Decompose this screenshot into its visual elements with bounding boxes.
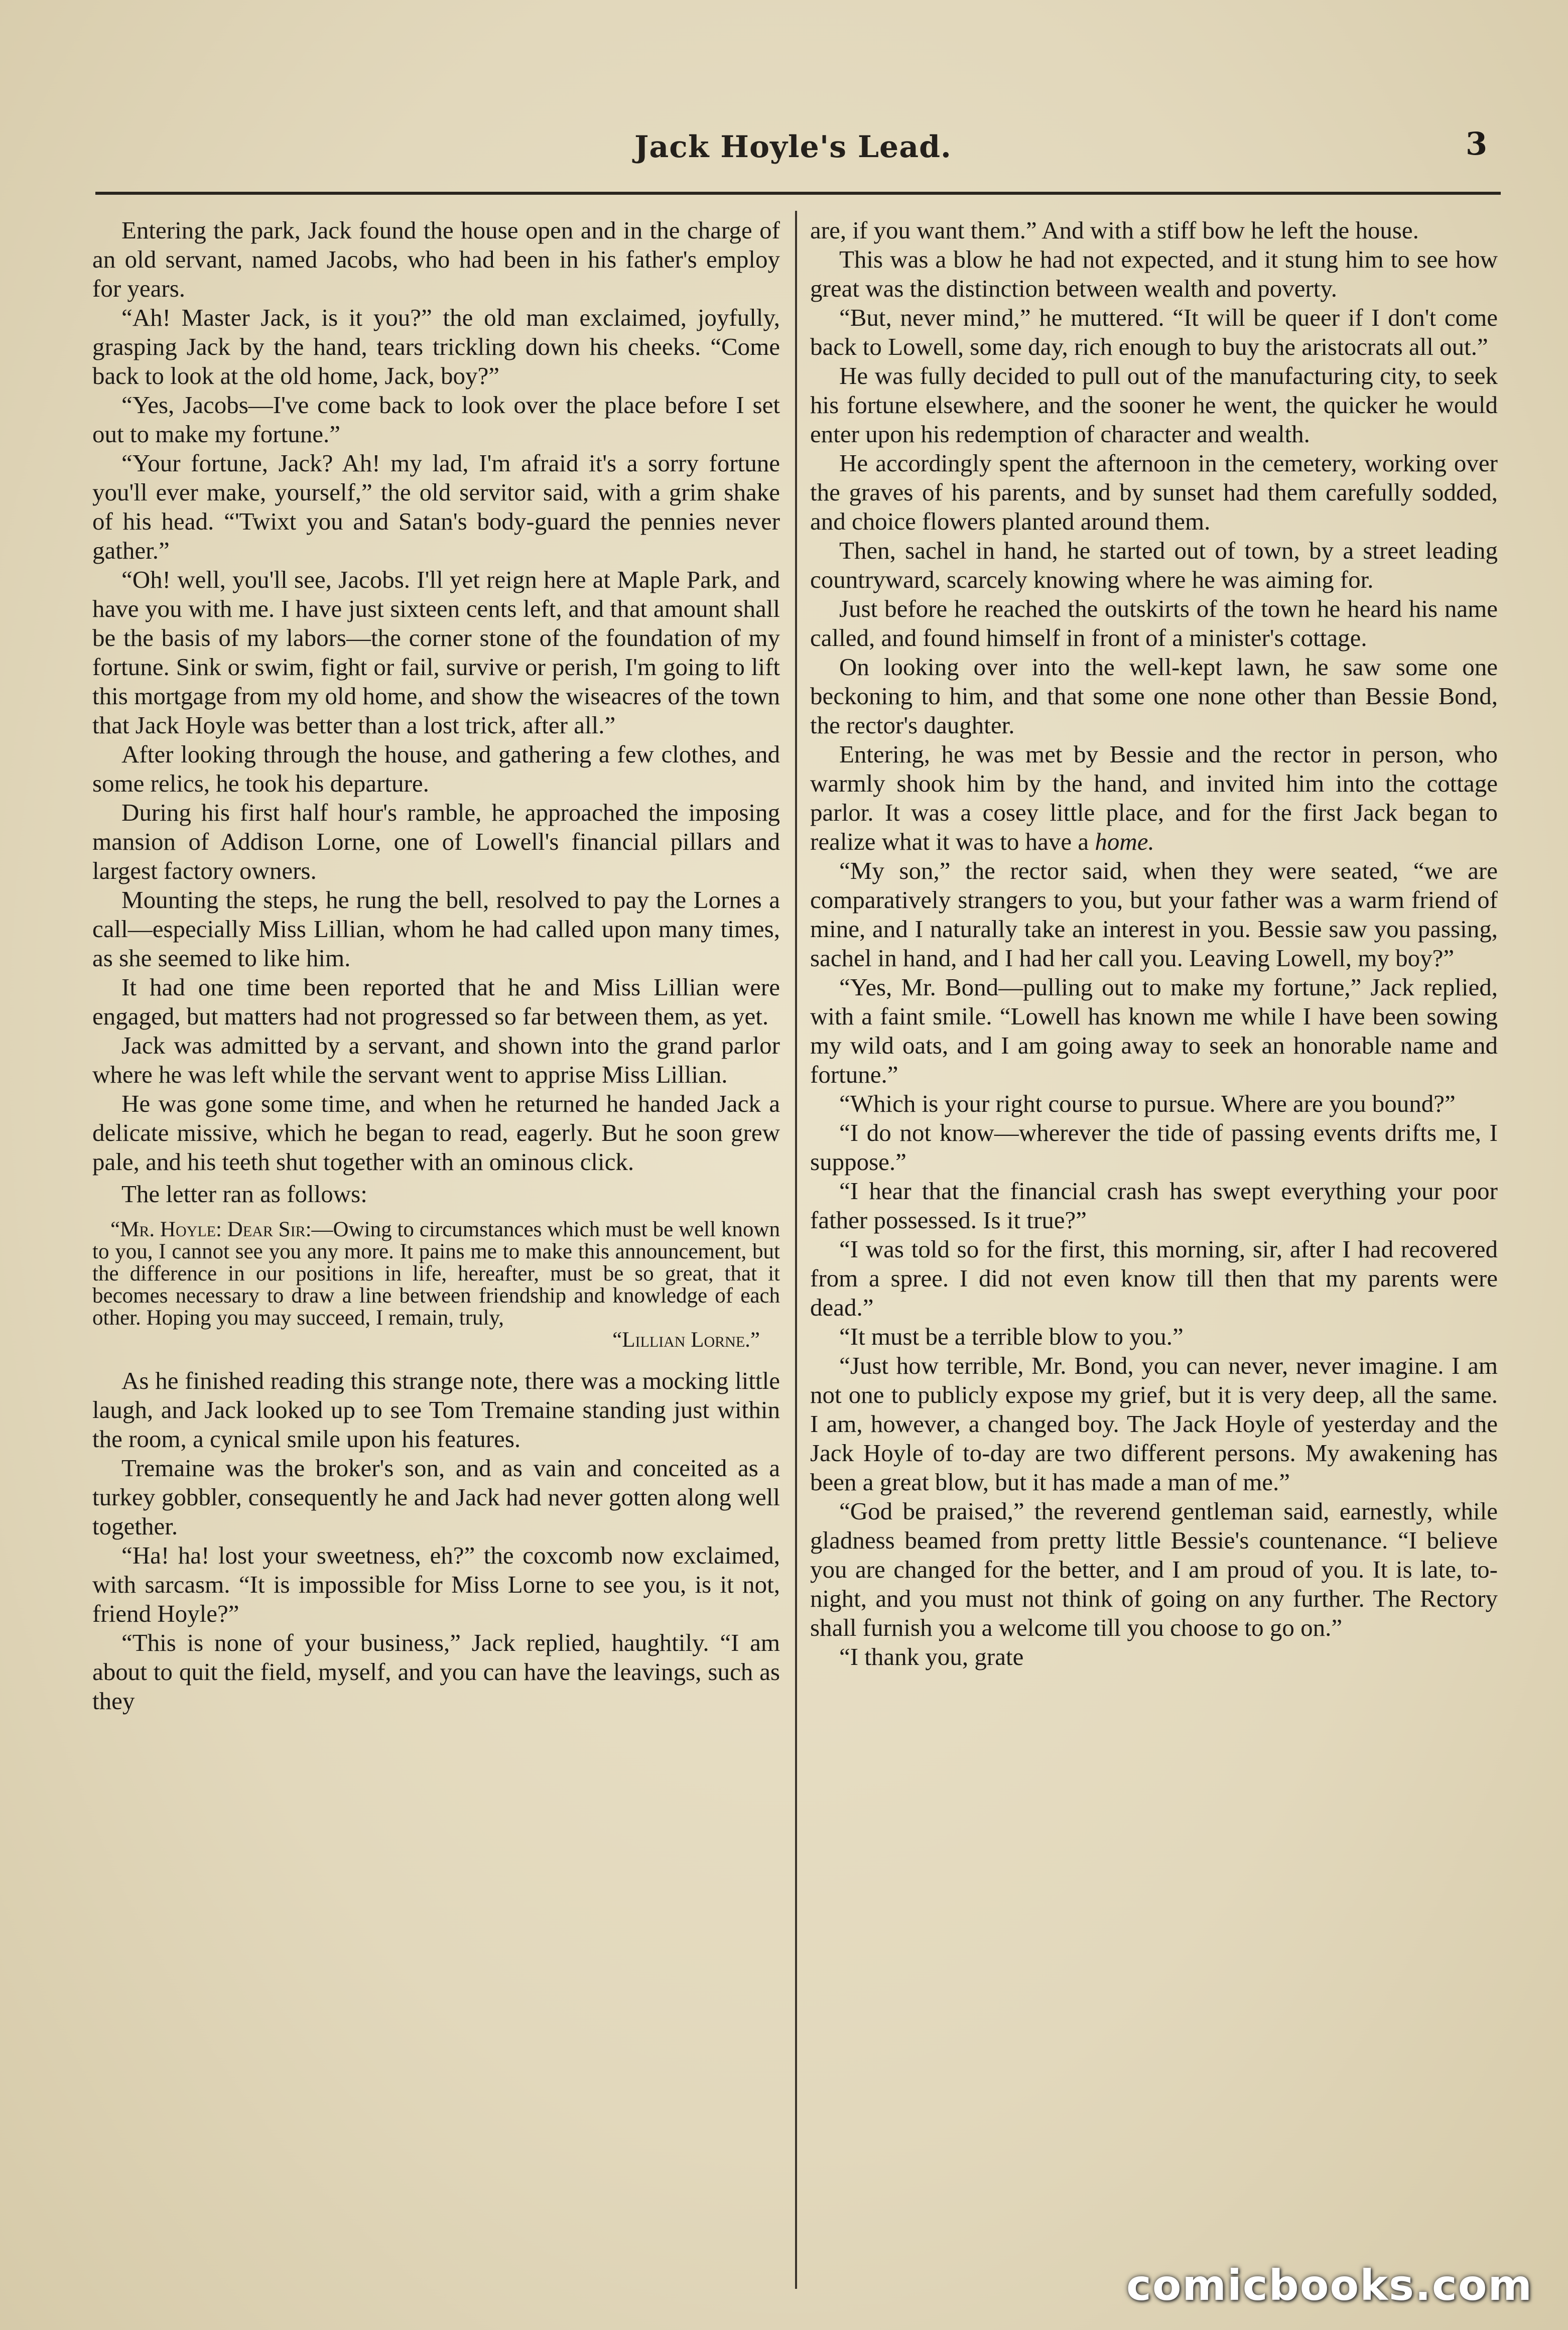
letter-signature: “Lillian Lorne.” bbox=[612, 1328, 760, 1352]
watermark-logo: comicbooks.com bbox=[1126, 2261, 1533, 2310]
paragraph: are, if you want them.” And with a stiff bow he left the house. bbox=[810, 216, 1419, 244]
paragraph: Then, sachel in hand, he started out of town, by a street leading countryward, scarcely knowing where he was aiming for. bbox=[810, 537, 1498, 593]
emphasis-home: home. bbox=[1095, 828, 1154, 855]
paragraph: “Yes, Jacobs—I've come back to look over the place before I set out to make my fortune.” bbox=[92, 391, 780, 448]
paragraph: “Oh! well, you'll see, Jacobs. I'll yet reign here at Maple Park, and have you with me. I have just sixteen cents left, and that amount shall be the basis of my labors—the corner stone of the foundation of my fortune. Sink or swim, fight or fail, survive or perish, I'm going to lift this mortgage from my old home, and show the wiseacres of the town that Jack Hoyle was better than a lost trick, after all.” bbox=[92, 566, 780, 739]
paragraph: “But, never mind,” he muttered. “It will be queer if I don't come back to Lowell, some day, rich enough to buy the aristocrats all out.” bbox=[810, 304, 1498, 360]
paragraph: He accordingly spent the afternoon in the cemetery, working over the graves of his parents, and by sunset had them carefully sodded, and choice flowers planted around them. bbox=[810, 449, 1498, 535]
right-column bbox=[810, 216, 1498, 1671]
column-divider bbox=[795, 211, 797, 2289]
paragraph bbox=[810, 740, 1498, 856]
paragraph: Tremaine was the broker's son, and as vain and conceited as a turkey gobbler, consequently he and Jack had never gotten along well together. bbox=[92, 1454, 780, 1540]
paragraph: Mounting the steps, he rung the bell, resolved to pay the Lornes a call—especially Miss Lillian, whom he had called upon many times, as she seemed to like him. bbox=[92, 886, 780, 972]
paragraph: “My son,” the rector said, when they were seated, “we are comparatively strangers to you, but your father was a warm friend of mine, and I naturally take an interest in you. Bessie saw you passing, sachel in hand, and I had her call you. Leaving Lowell, my boy?” bbox=[810, 857, 1498, 972]
paragraph: “Which is your right course to pursue. Where are you bound?” bbox=[839, 1090, 1456, 1117]
paragraph: Just before he reached the outskirts of the town he heard his name called, and found himself in front of a minister's cottage. bbox=[810, 595, 1498, 652]
paragraph: Jack was admitted by a servant, and shown into the grand parlor where he was left while the servant went to apprise Miss Lillian. bbox=[92, 1031, 780, 1088]
paragraph: The letter ran as follows: bbox=[121, 1180, 367, 1208]
letter-body: —Owing to circumstances which must be well known to you, I cannot see you any more. It pains me to make this announcement, but the difference in our positions in life, hereafter, must be so great, that it becomes necessary to draw a line between friendship and knowledge of each other. Hoping you may succeed, I remain, truly, bbox=[92, 1218, 780, 1330]
paragraph: “I was told so for the first, this morning, sir, after I had recovered from a spree. I did not even know till then that my parents were dead.” bbox=[810, 1235, 1498, 1321]
page-number: 3 bbox=[1466, 125, 1488, 162]
paragraph: Entering the park, Jack found the house open and in the charge of an old servant, named Jacobs, who had been in his father's employ for years. bbox=[92, 216, 780, 302]
paragraph: He was fully decided to pull out of the manufacturing city, to seek his fortune elsewhere, and the sooner he went, the quicker he would enter upon his redemption of character and wealth. bbox=[810, 362, 1498, 448]
paragraph: “Ha! ha! lost your sweetness, eh?” the coxcomb now exclaimed, with sarcasm. “It is impossible for Miss Lorne to see you, is it not, friend Hoyle?” bbox=[92, 1541, 780, 1627]
paragraph: During his first half hour's ramble, he approached the imposing mansion of Addison Lorne, one of Lowell's financial pillars and largest factory owners. bbox=[92, 799, 780, 884]
paragraph: As he finished reading this strange note, there was a mocking little laugh, and Jack looked up to see Tom Tremaine standing just within the room, a cynical smile upon his features. bbox=[92, 1367, 780, 1453]
paragraph: “Ah! Master Jack, is it you?” the old man exclaimed, joyfully, grasping Jack by the hand, tears trickling down his cheeks. “Come back to look at the old home, Jack, boy?” bbox=[92, 304, 780, 390]
header-rule bbox=[95, 192, 1501, 195]
paragraph: On looking over into the well-kept lawn, he saw some one beckoning to him, and that some one none other than Bessie Bond, the rector's daughter. bbox=[810, 653, 1498, 739]
paragraph: “It must be a terrible blow to you.” bbox=[839, 1323, 1184, 1350]
letter-quote bbox=[92, 1219, 780, 1351]
paragraph: “I thank you, grate bbox=[839, 1643, 1024, 1670]
paragraph: “Your fortune, Jack? Ah! my lad, I'm afraid it's a sorry fortune you'll ever make, yourself,” the old servitor said, with a grim shake of his head. “'Twixt you and Satan's body-guard the pennies never gather.” bbox=[92, 449, 780, 564]
paragraph: This was a blow he had not expected, and it stung him to see how great was the distinction between wealth and poverty. bbox=[810, 245, 1498, 302]
paragraph-text: Entering, he was met by Bessie and the rector in person, who warmly shook him by the hand, and invited him into the cottage parlor. It was a cosey little place, and for the first Jack began to realize what it was to have a bbox=[810, 740, 1498, 855]
paragraph: After looking through the house, and gathering a few clothes, and some relics, he took his departure. bbox=[92, 740, 780, 797]
paragraph: It had one time been reported that he and Miss Lillian were engaged, but matters had not progressed so far between them, as yet. bbox=[92, 973, 780, 1030]
paragraph: “This is none of your business,” Jack replied, haughtily. “I am about to quit the field, myself, and you can have the leavings, such as they bbox=[92, 1629, 780, 1715]
paragraph: “Just how terrible, Mr. Bond, you can never, never imagine. I am not one to publicly expose my grief, but it is very deep, all the same. I am, however, a changed boy. The Jack Hoyle of yesterday and the Jack Hoyle of to-day are two different persons. My awakening has been a great blow, but it has made a man of me.” bbox=[810, 1352, 1498, 1496]
paragraph: “I hear that the financial crash has swept everything your poor father possessed. Is it true?” bbox=[810, 1177, 1498, 1234]
paragraph: “Yes, Mr. Bond—pulling out to make my fortune,” Jack replied, with a faint smile. “Lowell has known me while I have been sowing my wild oats, and I am going away to seek an honorable name and fortune.” bbox=[810, 973, 1498, 1088]
paragraph: He was gone some time, and when he returned he handed Jack a delicate missive, which he began to read, eagerly. But he soon grew pale, and his teeth shut together with an ominous click. bbox=[92, 1090, 780, 1176]
running-head-title: Jack Hoyle's Lead. bbox=[634, 130, 952, 165]
paragraph: “God be praised,” the reverend gentleman said, earnestly, while gladness beamed from pretty little Bessie's countenance. “I believe you are changed for the better, and I am proud of you. It is late, to-night, and you must not think of going on any further. The Rectory shall furnish you a welcome till you choose to go on.” bbox=[810, 1497, 1498, 1641]
paragraph: “I do not know—wherever the tide of passing events drifts me, I suppose.” bbox=[810, 1119, 1498, 1176]
left-column bbox=[92, 216, 780, 1716]
letter-salutation: “Mr. Hoyle: Dear Sir: bbox=[110, 1218, 312, 1241]
